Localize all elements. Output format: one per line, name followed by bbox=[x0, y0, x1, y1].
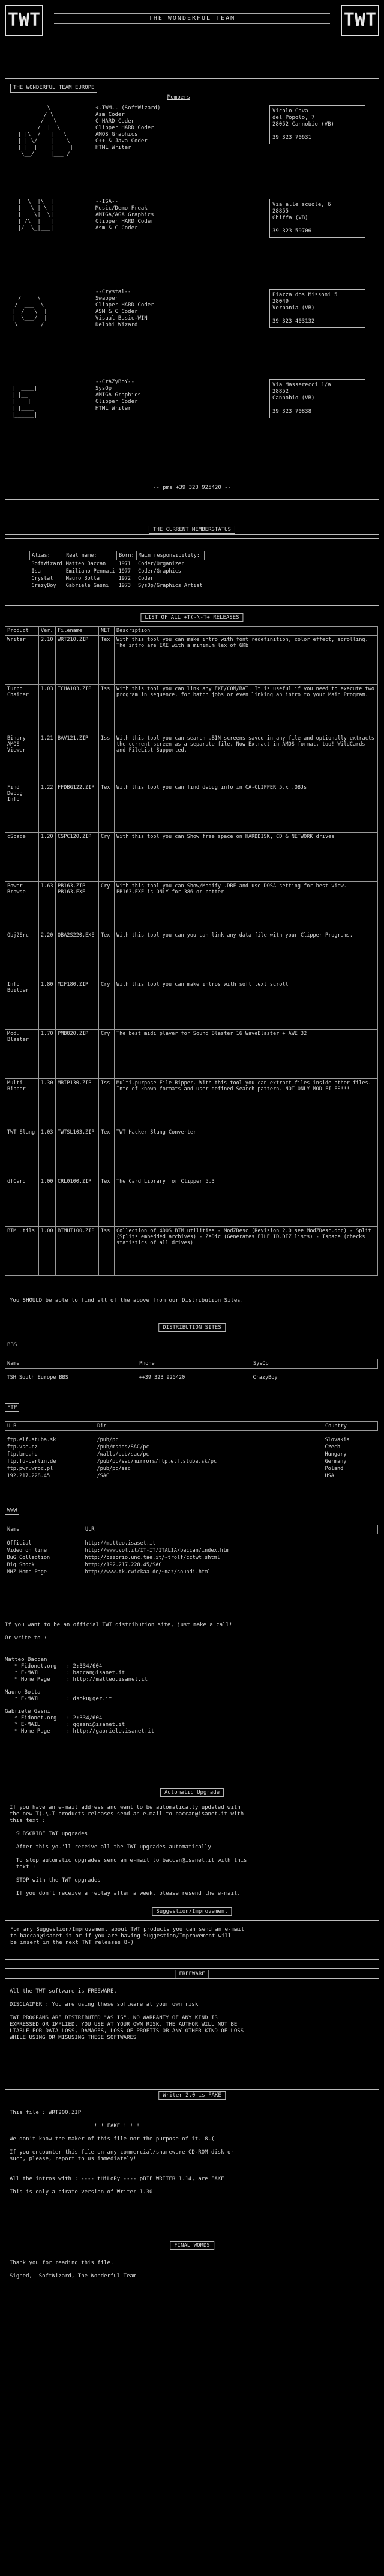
release-cell: TCHA103.ZIP bbox=[56, 685, 99, 734]
table-row bbox=[5, 931, 378, 980]
release-cell: Find Debug Info bbox=[5, 783, 39, 833]
table-row bbox=[5, 1569, 378, 1576]
ftp-cell: ftp.pwr.wroc.pl bbox=[7, 1466, 53, 1472]
table-row bbox=[5, 1079, 378, 1128]
www-cell: Video on line bbox=[7, 1548, 47, 1554]
release-cell: Cry bbox=[99, 1030, 115, 1079]
header-logo bbox=[0, 5, 384, 36]
member-skill-line: AMOS Graphics bbox=[95, 132, 138, 138]
table-row bbox=[5, 685, 378, 734]
www-cell: http://www.tk-cwickaa.de/~maz/soundi.html bbox=[85, 1569, 211, 1575]
member-skills bbox=[95, 289, 154, 329]
ftp-cell: 192.217.228.45 bbox=[7, 1473, 50, 1479]
column-header: Ver. bbox=[39, 627, 56, 636]
bbs-cell: CrazyBoy bbox=[253, 1375, 278, 1381]
column-header: Main responsibility: bbox=[136, 551, 204, 560]
member-address-line: Via alle scuole, 6 bbox=[272, 202, 331, 208]
member-address-box bbox=[269, 199, 365, 238]
member-cell: CrazyBoy bbox=[31, 583, 56, 589]
contact-name: Mauro Botta bbox=[5, 1689, 41, 1695]
ftp-cell: /pub/pc/sac/mirrors/ftp.elf.stuba.sk/pc bbox=[97, 1459, 217, 1465]
table-row bbox=[5, 1227, 378, 1276]
contact-detail: * E-MAIL : baccan@isanet.it bbox=[14, 1670, 125, 1676]
www-cell: http://ozzorio.unc.tae.it/~trolf/cctwt.shtml bbox=[85, 1555, 220, 1561]
member-address-line: Cannobio (VB) bbox=[272, 395, 315, 401]
release-cell: PB163.ZIP PB163.EXE bbox=[56, 882, 99, 931]
release-cell: 2.10 bbox=[39, 636, 56, 685]
member-cell: 1977 bbox=[118, 568, 131, 574]
www-tag: WWW bbox=[5, 1507, 19, 1515]
member-cell: Mauro Botta bbox=[65, 576, 100, 582]
release-cell: Iss bbox=[99, 685, 115, 734]
member-skill-line: Clipper HARD Coder bbox=[95, 125, 154, 131]
member-ascii-art: \ / \ / \ / | \ | |\ / | \ | | \/ | \ |_| | | | \__/ |___ / bbox=[17, 105, 73, 157]
contact-name: Matteo Baccan bbox=[5, 1657, 47, 1663]
member-skills bbox=[95, 105, 160, 151]
member-address-line bbox=[272, 402, 362, 409]
member-cell: Matteo Baccan bbox=[65, 561, 106, 567]
member-cell: 1973 bbox=[118, 583, 131, 589]
member-address-box bbox=[269, 105, 365, 144]
release-cell: Tex bbox=[99, 783, 115, 833]
release-cell: TWTSL103.ZIP bbox=[56, 1128, 99, 1177]
release-cell: TWT Hacker Slang Converter bbox=[115, 1128, 378, 1177]
column-header: NET bbox=[99, 627, 115, 636]
ftp-cell: ftp.vse.cz bbox=[7, 1444, 38, 1450]
member-ascii-art: | \ |\ | | \ | \ | | \| \| | /\ | | |/ \_|___| bbox=[17, 199, 54, 231]
table-row bbox=[5, 1554, 378, 1561]
ftp-cell: Hungary bbox=[325, 1451, 347, 1457]
ftp-cell: USA bbox=[325, 1473, 334, 1479]
table-row bbox=[30, 575, 205, 582]
table-row bbox=[5, 1472, 378, 1480]
suggestion-heading-bar bbox=[5, 1906, 379, 1916]
releases-heading-bar bbox=[5, 612, 379, 622]
bbs-tag: BBS bbox=[5, 1341, 19, 1349]
column-header: Real name: bbox=[64, 551, 117, 560]
release-cell: Multi Ripper bbox=[5, 1079, 39, 1128]
member-address-line: 39 323 403132 bbox=[272, 318, 315, 324]
releases-table bbox=[5, 626, 378, 1276]
member-skill-line: HTML Writer bbox=[95, 145, 131, 151]
release-cell: With this tool you can Show/Modify .DBF and use DOSA setting for best view. PB163.EXE is ONLY for 386 or better bbox=[115, 882, 378, 931]
release-cell: Power Browse bbox=[5, 882, 39, 931]
release-cell: 1.20 bbox=[39, 833, 56, 882]
member-address-line: Via Masserecci 1/a bbox=[272, 382, 331, 388]
ftp-cell: Germany bbox=[325, 1459, 347, 1465]
release-cell: With this tool you can Show free space on HARDDISK, CD & NETWORK drives bbox=[115, 833, 378, 882]
release-cell: With this tool you can make intro with font redefinition, color effect, scrolling. The intro are EXE with a minimum lex of 6Kb bbox=[115, 636, 378, 685]
release-cell: MRIP130.ZIP bbox=[56, 1079, 99, 1128]
freeware-heading: FREEWARE bbox=[175, 1970, 209, 1978]
freeware-text: All the TWT software is FREEWARE. DISCLAIMER : You are using these software at your own risk ! TWT PROGRAMS ARE DISTRIBUTED "AS IS". NO WARRANTY OF ANY KIND IS EXPRESSED OR IMPLIED. YOU USE AT YOUR OWN RISK. THE AUTHOR WILL NOT BE LIABLE FOR DATA LOSS, DAMAGES, LOSS OF PROFITS OR ANY OTHER KIND OF LOSS WHILE USING OR MISUSING THESE SOFTWARES bbox=[10, 1988, 244, 2041]
release-cell: 1.70 bbox=[39, 1030, 56, 1079]
release-cell: dfCard bbox=[5, 1177, 39, 1227]
member-cell: 1972 bbox=[118, 576, 131, 582]
release-cell: 1.63 bbox=[39, 882, 56, 931]
freeware-heading-bar bbox=[5, 1968, 379, 1979]
member-skill-line: Clipper HARD Coder bbox=[95, 302, 154, 308]
ftp-cell: Czech bbox=[325, 1444, 341, 1450]
member-cell: Crystal bbox=[31, 576, 53, 582]
release-cell: 1.22 bbox=[39, 783, 56, 833]
release-cell: Cry bbox=[99, 882, 115, 931]
release-cell: The Card Library for Clipper 5.3 bbox=[115, 1177, 378, 1227]
team-title: THE WONDERFUL TEAM bbox=[54, 13, 330, 24]
member-address-line: Ghiffa (VB) bbox=[272, 215, 308, 221]
www-cell: BuG Collection bbox=[7, 1555, 50, 1561]
release-cell: BAV121.ZIP bbox=[56, 734, 99, 783]
ftp-cell: ftp.fu-berlin.de bbox=[7, 1459, 56, 1465]
twt-logo-left: TWT bbox=[5, 5, 43, 36]
contact-detail: * Fidonet.org : 2:334/604 bbox=[14, 1715, 103, 1721]
member-skill-line: --CrAZyBoY-- bbox=[95, 379, 135, 385]
member-skill-line: Asm Coder bbox=[95, 112, 125, 118]
release-cell: Cry bbox=[99, 980, 115, 1030]
ftp-cell: ftp.elf.stuba.sk bbox=[7, 1437, 56, 1443]
member-skill-line: Music/Demo Freak bbox=[95, 205, 148, 211]
table-row bbox=[5, 980, 378, 1030]
release-cell: BTM Utils bbox=[5, 1227, 39, 1276]
member-address-line: 28855 bbox=[272, 208, 289, 214]
suggestion-box bbox=[5, 1920, 379, 1960]
release-cell: WRT210.ZIP bbox=[56, 636, 99, 685]
release-cell: The best midi player for Sound Blaster 16 WaveBlaster + AWE 32 bbox=[115, 1030, 378, 1079]
bbs-cell: ++39 323 925420 bbox=[139, 1375, 185, 1381]
member-address-line: Vicolo Cava bbox=[272, 108, 308, 114]
member-address-line: 28052 Cannobio (VB) bbox=[272, 121, 334, 127]
www-cell: Big Shock bbox=[7, 1562, 35, 1568]
member-cell: Gabriele Gasni bbox=[65, 583, 109, 589]
release-cell: Multi-purpose File Ripper. With this tool you can extract files inside other files. Into of known formats and user defined Search pattern. NOT ONLY MOD FILES!!! bbox=[115, 1079, 378, 1128]
ftp-cell: Slovakia bbox=[325, 1437, 350, 1443]
release-cell: With this tool you can you can link any data file with your Clipper Programs. bbox=[115, 931, 378, 980]
upgrade-heading-bar bbox=[5, 1787, 379, 1797]
release-cell: Tex bbox=[99, 1128, 115, 1177]
member-cell: Coder/Graphics bbox=[138, 568, 181, 574]
distribution-heading-bar bbox=[5, 1322, 379, 1332]
column-header: Alias: bbox=[30, 551, 64, 560]
table-row bbox=[5, 1128, 378, 1177]
contact-detail: * E-MAIL : dsoku@ger.it bbox=[14, 1696, 112, 1702]
table-row bbox=[5, 734, 378, 783]
member-cell: Coder/Organizer bbox=[138, 561, 184, 567]
member-skill-line: ASM & C Coder bbox=[95, 309, 138, 315]
release-cell: 1.00 bbox=[39, 1227, 56, 1276]
suggestion-text: For any Suggestion/Improvement about TWT products you can send an e-mail to baccan@isanet.it or if you are having Suggestion/Improvement will be insert in the next TWT releases 8-) bbox=[10, 1927, 245, 1946]
contact-name: Gabriele Gasni bbox=[5, 1709, 50, 1715]
contacts-intro: If you want to be an official TWT distribution site, just make a call! bbox=[5, 1622, 233, 1628]
final-heading: FINAL WORDS bbox=[170, 2241, 214, 2250]
release-cell: With this tool you can find debug info in CA-CLIPPER 5.x .OBJs bbox=[115, 783, 378, 833]
release-cell: Turbo Chainer bbox=[5, 685, 39, 734]
release-cell: CRL0100.ZIP bbox=[56, 1177, 99, 1227]
www-cell: MHZ Home Page bbox=[7, 1569, 47, 1575]
member-cell: 1971 bbox=[118, 561, 131, 567]
release-cell: cSpace bbox=[5, 833, 39, 882]
member-address-line: 39 323 70631 bbox=[272, 135, 312, 141]
column-header: Country bbox=[323, 1422, 378, 1431]
table-row bbox=[30, 568, 205, 575]
membership-heading: THE CURRENT MEMBERSTATUS bbox=[149, 526, 235, 534]
ftp-cell: ftp.bme.hu bbox=[7, 1451, 38, 1457]
member-address-line bbox=[272, 222, 362, 228]
ftp-cell: /walls/pub/sac/pc bbox=[97, 1451, 149, 1457]
release-cell: Info Builder bbox=[5, 980, 39, 1030]
member-skill-line: Asm & C Coder bbox=[95, 225, 138, 231]
release-cell: Writer bbox=[5, 636, 39, 685]
contacts-or-write: Or write to : bbox=[5, 1635, 47, 1641]
www-cell: Official bbox=[7, 1540, 32, 1546]
release-cell: Cry bbox=[99, 833, 115, 882]
release-cell: Iss bbox=[99, 734, 115, 783]
table-row bbox=[5, 1431, 378, 1444]
release-cell: 1.80 bbox=[39, 980, 56, 1030]
release-cell: With this tool you can search .BIN screens saved in any file and optionally extracts the current screen as a separate file. Now Extract in AMOS format, too! WildCards and FileList Supported. bbox=[115, 734, 378, 783]
upgrade-text: If you have an e-mail address and want to be automatically updated with the new T(-\-T products releases send an e-mail to baccan@isanet.it with this text : SUBSCRIBE TWT upgrades After this you'll receive all the TWT upgrades automatically To stop automatic upgrades send an e-mail to baccan@isanet.it with this text : STOP with the TWT upgrades If you don't receive a replay after a week, please resend the e-mail. bbox=[10, 1805, 247, 1897]
column-header: Product bbox=[5, 627, 39, 636]
europe-footer: -- pms +39 323 925420 -- bbox=[152, 485, 232, 491]
upgrade-heading: Automatic Upgrade bbox=[160, 1788, 224, 1797]
member-address-line: 28049 bbox=[272, 299, 289, 305]
release-cell: OBA2S220.EXE bbox=[56, 931, 99, 980]
ftp-cell: Poland bbox=[325, 1466, 344, 1472]
member-cell: SoftWizard bbox=[31, 561, 62, 567]
member-address-line: 39 323 70838 bbox=[272, 409, 312, 415]
release-cell: Mod. Blaster bbox=[5, 1030, 39, 1079]
release-cell: Obj2Src bbox=[5, 931, 39, 980]
member-skill-line: C++ & Java Coder bbox=[95, 138, 148, 144]
ftp-cell: /pub/msdos/SAC/pc bbox=[97, 1444, 149, 1450]
column-header: Dir bbox=[95, 1422, 323, 1431]
member-cell: Isa bbox=[31, 568, 41, 574]
contact-detail: * E-MAIL : ggasni@isanet.it bbox=[14, 1722, 125, 1728]
table-row bbox=[5, 1177, 378, 1227]
member-skill-line: --Crystal-- bbox=[95, 289, 131, 295]
member-ascii-art: ______ | ____| | |__ | __| | |____ |______| bbox=[11, 379, 38, 418]
table-row bbox=[5, 1561, 378, 1569]
column-header: ULR bbox=[83, 1525, 378, 1534]
release-cell: With this tool you can link any EXE/COM/BAT. It is useful if you need to execute two program in sequence, for batch jobs or even linking an intro to your Main Program. bbox=[115, 685, 378, 734]
table-row bbox=[5, 882, 378, 931]
table-row bbox=[5, 1465, 378, 1472]
member-skill-line: Clipper Coder bbox=[95, 399, 138, 405]
ftp-cell: /pub/pc/sac bbox=[97, 1466, 131, 1472]
fake-heading-bar bbox=[5, 2089, 379, 2100]
contacts-list bbox=[5, 1651, 377, 1735]
column-header: ULR bbox=[5, 1422, 95, 1431]
release-cell: 1.21 bbox=[39, 734, 56, 783]
releases-note: You SHOULD be able to find all of the above from our Distribution Sites. bbox=[10, 1298, 244, 1304]
member-cell: Emiliano Pennati bbox=[65, 568, 115, 574]
release-cell: CSPC120.ZIP bbox=[56, 833, 99, 882]
member-cell: Coder bbox=[138, 576, 154, 582]
release-cell: Tex bbox=[99, 1177, 115, 1227]
contact-detail: * Fidonet.org : 2:334/604 bbox=[14, 1663, 103, 1669]
release-cell: PMB820.ZIP bbox=[56, 1030, 99, 1079]
column-header: Name bbox=[5, 1359, 137, 1368]
member-address-line: 39 323 59706 bbox=[272, 228, 312, 234]
member-address-box bbox=[269, 289, 365, 328]
release-cell: TWT Slang bbox=[5, 1128, 39, 1177]
table-row bbox=[5, 1534, 378, 1548]
contact-detail: * Home Page : http://gabriele.isanet.it bbox=[14, 1728, 154, 1734]
member-skill-line: --ISA-- bbox=[95, 199, 118, 205]
fake-heading: Writer 2.0 is FAKE bbox=[158, 2091, 226, 2100]
release-cell: FFDBG122.ZIP bbox=[56, 783, 99, 833]
release-cell: With this tool you can make intros with soft text scroll bbox=[115, 980, 378, 1030]
www-table bbox=[5, 1525, 378, 1576]
member-skill-line: AMIGA Graphics bbox=[95, 392, 141, 398]
ftp-tag: FTP bbox=[5, 1403, 19, 1412]
member-skill-line: Clipper HARD Coder bbox=[95, 219, 154, 225]
member-skill-line: Visual Basic-WIN bbox=[95, 315, 148, 321]
membership-heading-bar bbox=[5, 524, 379, 535]
member-address-line: Piazza dos Missoni 5 bbox=[272, 292, 338, 298]
member-skill-line: Swapper bbox=[95, 296, 118, 302]
member-cell: SysOp/Graphics Artist bbox=[138, 583, 203, 589]
member-ascii-art: _____ / \ / ___ \ | / \ | | \___/ | \_______/ bbox=[11, 289, 47, 328]
member-skill-line: Delphi Wizard bbox=[95, 322, 138, 328]
member-skill-line: <-TWM-- (SoftWizard) bbox=[95, 105, 161, 111]
member-address-box bbox=[269, 379, 365, 418]
www-cell: http://www.vol.it/IT-IT/ITALIA/baccan/index.htm bbox=[85, 1548, 230, 1554]
member-skill-line: C HARD Coder bbox=[95, 118, 135, 124]
ftp-cell: /pub/pc bbox=[97, 1437, 119, 1443]
release-cell: 1.03 bbox=[39, 1128, 56, 1177]
table-row bbox=[5, 833, 378, 882]
member-address-line bbox=[272, 128, 362, 135]
column-header: Phone bbox=[137, 1359, 251, 1368]
table-row bbox=[5, 1451, 378, 1458]
member-skill-line: SysOp bbox=[95, 386, 112, 392]
release-cell: Collection of 4DOS BTM utilities - ModZDesc (Revision 2.0 see ModZDesc.doc) - Split (Splits embedded archives) - ZeDic (Generates FILE_ID.DIZ lists) - Ispace (checks statistics of all drives) bbox=[115, 1227, 378, 1276]
twt-logo-right: TWT bbox=[341, 5, 379, 36]
member-skill-line: AMIGA/AGA Graphics bbox=[95, 212, 154, 218]
column-header: Born: bbox=[117, 551, 137, 560]
release-cell: Tex bbox=[99, 636, 115, 685]
table-row bbox=[5, 1368, 378, 1382]
www-cell: http://192.217.228.45/SAC bbox=[85, 1562, 162, 1568]
membership-table bbox=[29, 551, 205, 589]
europe-heading: THE WONDERFUL TEAM EUROPE bbox=[10, 84, 97, 93]
column-header: Name bbox=[5, 1525, 83, 1534]
member-address-line bbox=[272, 312, 362, 318]
release-cell: Binary AMOS Viewer bbox=[5, 734, 39, 783]
member-address-line: 28852 bbox=[272, 389, 289, 395]
release-cell: Iss bbox=[99, 1079, 115, 1128]
member-address-line: Verbania (VB) bbox=[272, 305, 315, 311]
final-heading-bar bbox=[5, 2240, 379, 2250]
fake-text: This file : WRT200.ZIP ! ! FAKE ! ! ! We don't know the maker of this file nor the purpose of it. 8-( If you encounter this file on any commercial/shareware CD-ROM disk or such, please, report to us immediately! All the intros with : ---- tHiLoRy ---- pBIF WRITER 1.14, are FAKE This is only a pirate version of Writer 1.30 bbox=[10, 2110, 234, 2195]
release-cell: MIF180.ZIP bbox=[56, 980, 99, 1030]
table-row bbox=[5, 783, 378, 833]
europe-members-box bbox=[5, 78, 379, 500]
table-row bbox=[5, 1458, 378, 1465]
suggestion-heading: Suggestion/Improvement bbox=[152, 1907, 232, 1916]
releases-heading: LIST OF ALL +T(-\-T+ RELEASES bbox=[140, 613, 243, 622]
table-row bbox=[5, 1547, 378, 1554]
release-cell: 1.03 bbox=[39, 685, 56, 734]
release-cell: BTMUT100.ZIP bbox=[56, 1227, 99, 1276]
release-cell: 1.30 bbox=[39, 1079, 56, 1128]
release-cell: 2.20 bbox=[39, 931, 56, 980]
table-row bbox=[30, 582, 205, 589]
membership-box bbox=[5, 538, 379, 606]
table-row bbox=[5, 636, 378, 685]
ftp-table bbox=[5, 1421, 378, 1480]
bbs-table bbox=[5, 1359, 378, 1381]
table-row bbox=[5, 1030, 378, 1079]
distribution-heading: DISTRIBUTION SITES bbox=[158, 1323, 226, 1332]
final-text: Thank you for reading this file. Signed, SoftWizard, The Wonderful Team bbox=[10, 2260, 137, 2279]
table-row bbox=[30, 560, 205, 568]
members-label: Members bbox=[167, 94, 190, 100]
member-skills bbox=[95, 379, 141, 412]
release-cell: Tex bbox=[99, 931, 115, 980]
member-address-line: del Popolo, 7 bbox=[272, 115, 315, 121]
ftp-cell: /SAC bbox=[97, 1473, 109, 1479]
table-row bbox=[5, 1444, 378, 1451]
www-cell: http://matteo.isaset.it bbox=[85, 1540, 156, 1546]
member-skill-line: HTML Writer bbox=[95, 406, 131, 412]
release-cell: Iss bbox=[99, 1227, 115, 1276]
column-header: SysOp bbox=[251, 1359, 378, 1368]
column-header: Filename bbox=[56, 627, 99, 636]
contact-detail: * Home Page : http://matteo.isanet.it bbox=[14, 1677, 148, 1683]
release-cell: 1.00 bbox=[39, 1177, 56, 1227]
bbs-cell: TSH South Europe BBS bbox=[7, 1375, 68, 1381]
column-header: Description bbox=[115, 627, 378, 636]
member-skills bbox=[95, 199, 154, 232]
